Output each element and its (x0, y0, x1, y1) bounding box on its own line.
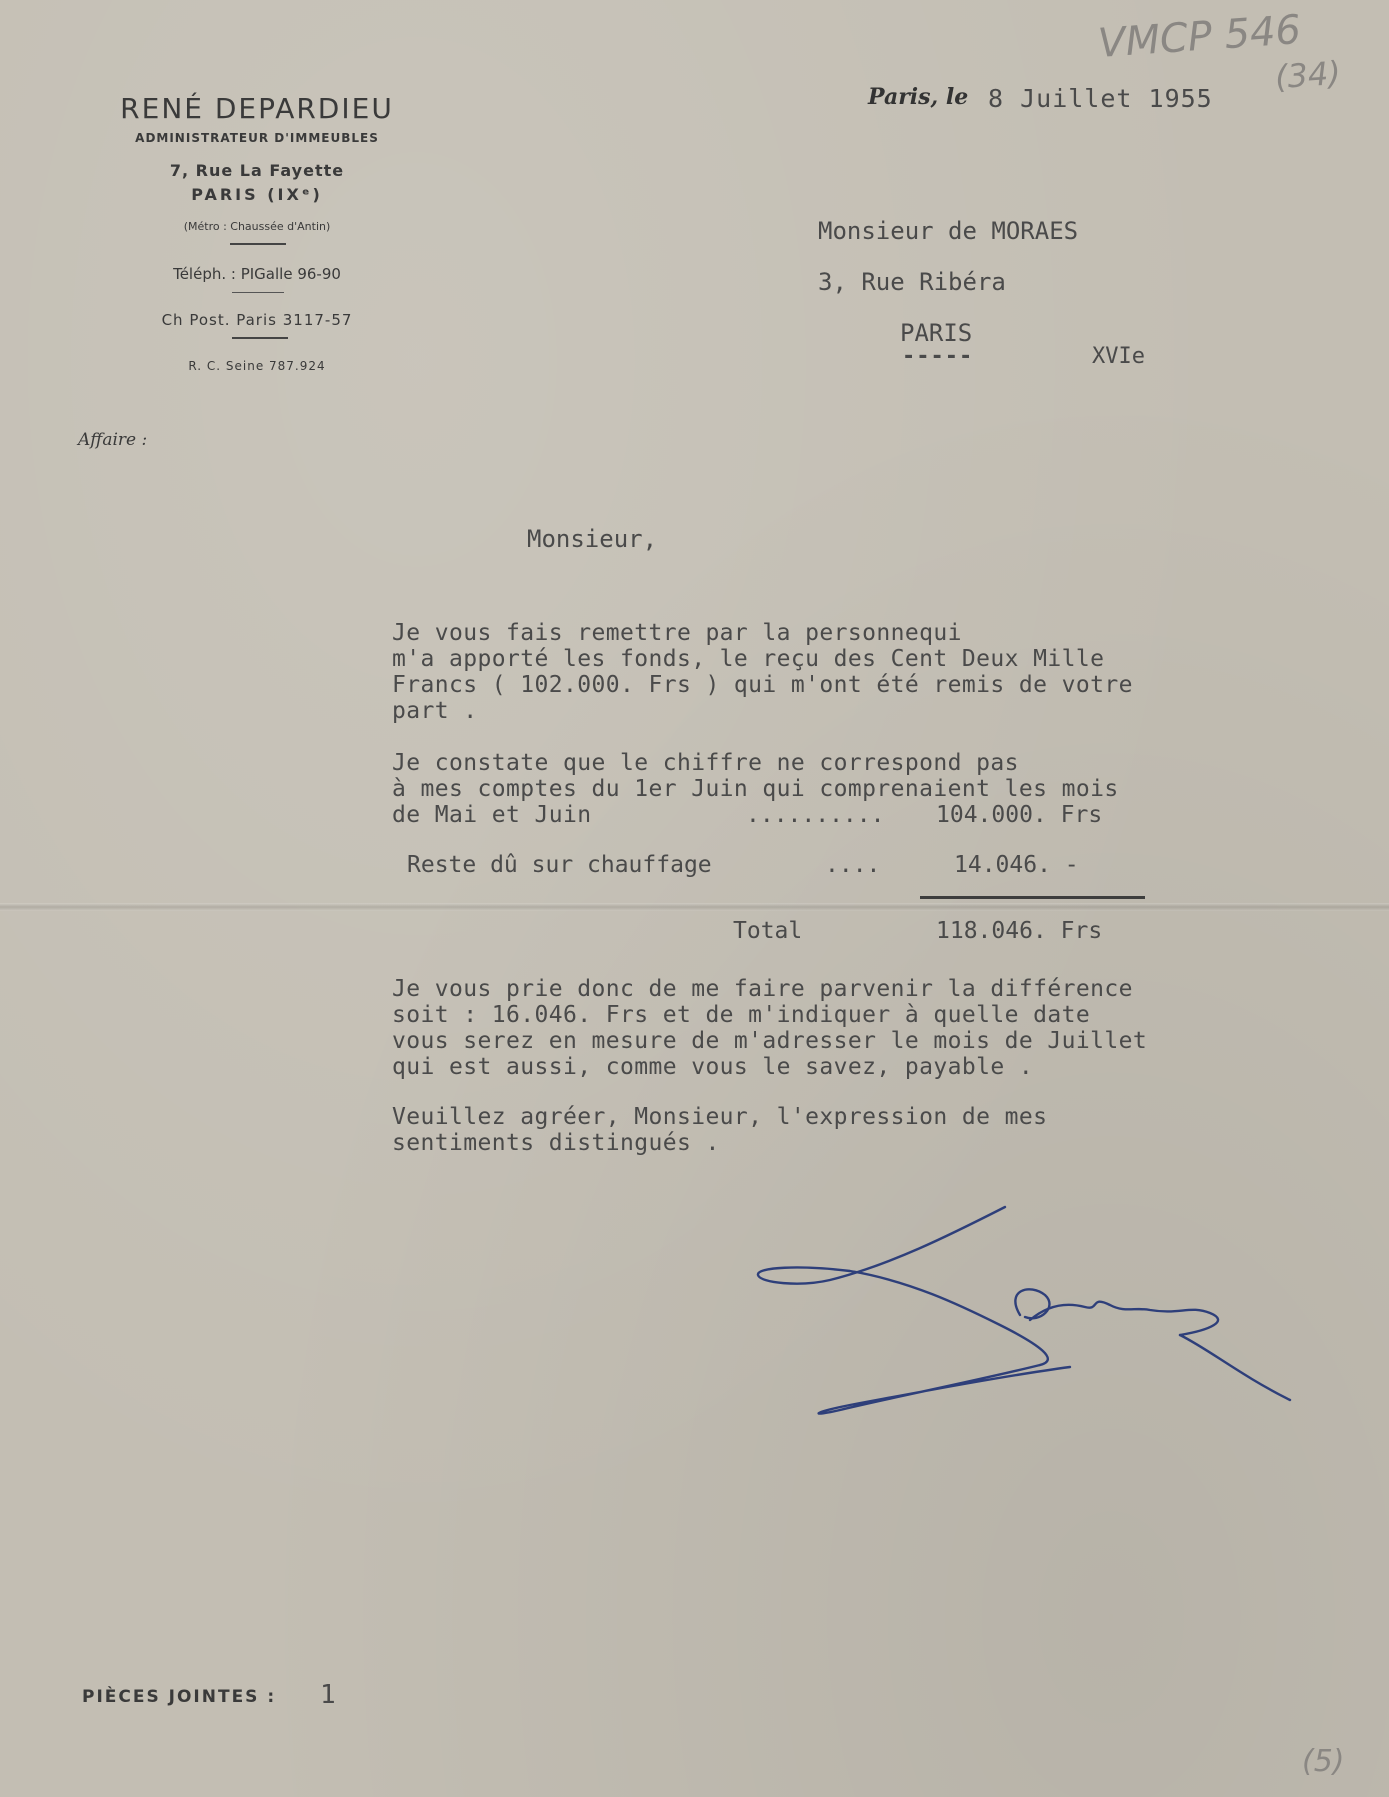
letterhead-phone: Téléph. : PIGalle 96-90 (173, 265, 341, 283)
paragraph-line: Je vous fais remettre par la personnequi (392, 620, 962, 646)
letterhead-title: ADMINISTRATEUR D'IMMEUBLES (135, 131, 379, 145)
letterhead-postal: Ch Post. Paris 3117-57 (161, 311, 353, 329)
signature (740, 1195, 1300, 1425)
page-number: (5) (1302, 1744, 1345, 1779)
paragraph-line: Je constate que le chiffre ne correspond pas (392, 750, 1019, 776)
paragraph-line: à mes comptes du 1er Juin qui comprenaient les mois (392, 776, 1119, 802)
account-item-amount: 104.000. Frs (936, 802, 1103, 828)
letterhead-metro: (Métro : Chaussée d'Antin) (183, 220, 331, 233)
affaire-label: Affaire : (78, 430, 148, 450)
account-item-label: de Mai et Juin (392, 802, 592, 828)
account-item-amount: 14.046. - (954, 852, 1079, 878)
letterhead-rc: R. C. Seine 787.924 (188, 359, 326, 373)
salutation: Monsieur, (527, 525, 658, 553)
dateline-date: 8 Juillet 1955 (988, 84, 1213, 113)
paper-fold (0, 903, 1389, 911)
letterhead-separator (232, 337, 288, 339)
total-amount: 118.046. Frs (936, 918, 1103, 944)
letterhead-separator (232, 292, 284, 293)
paragraph-line: qui est aussi, comme vous le savez, payable . (392, 1054, 1034, 1080)
total-label: Total (733, 918, 803, 944)
paragraph-line: soit : 16.046. Frs et de m'indiquer à quelle date (392, 1002, 1091, 1028)
letterhead-separator (230, 243, 286, 245)
paragraph-line: m'a apporté les fonds, le reçu des Cent Deux Mille (392, 646, 1105, 672)
enclosures-count: 1 (320, 1680, 336, 1710)
paragraph-line: vous serez en mesure de m'adresser le mois de Juillet (392, 1028, 1148, 1054)
letterhead-name: RENÉ DEPARDIEU (120, 92, 394, 125)
account-item-label: Reste dû sur chauffage (407, 852, 712, 878)
account-item-dots: .... (825, 852, 881, 878)
closing-line: Veuillez agréer, Monsieur, l'expression de mes (392, 1104, 1048, 1130)
letterhead-address-line2: PARIS (IXᵉ) (191, 185, 323, 204)
archive-folio: (34) (1273, 53, 1342, 97)
closing-line: sentiments distingués . (392, 1130, 720, 1156)
enclosures-label: PIÈCES JOINTES : (82, 1687, 277, 1707)
recipient-city-underline: ----- (902, 344, 974, 369)
recipient-name: Monsieur de MORAES (818, 217, 1079, 245)
paragraph-line: Je vous prie donc de me faire parvenir la différence (392, 976, 1133, 1002)
total-rule (920, 896, 1145, 899)
paragraph-line: Francs ( 102.000. Frs ) qui m'ont été remis de votre (392, 672, 1133, 698)
recipient-street: 3, Rue Ribéra (818, 268, 1006, 296)
account-item-dots: .......... (746, 802, 885, 828)
recipient-district: XVIe (1092, 344, 1145, 369)
dateline-place: Paris, le (868, 84, 969, 110)
recipient-city: PARIS (900, 319, 973, 347)
letterhead-address-line1: 7, Rue La Fayette (169, 161, 345, 180)
paragraph-line: part . (392, 698, 478, 724)
archive-reference: VMCP 546 (1096, 6, 1303, 68)
